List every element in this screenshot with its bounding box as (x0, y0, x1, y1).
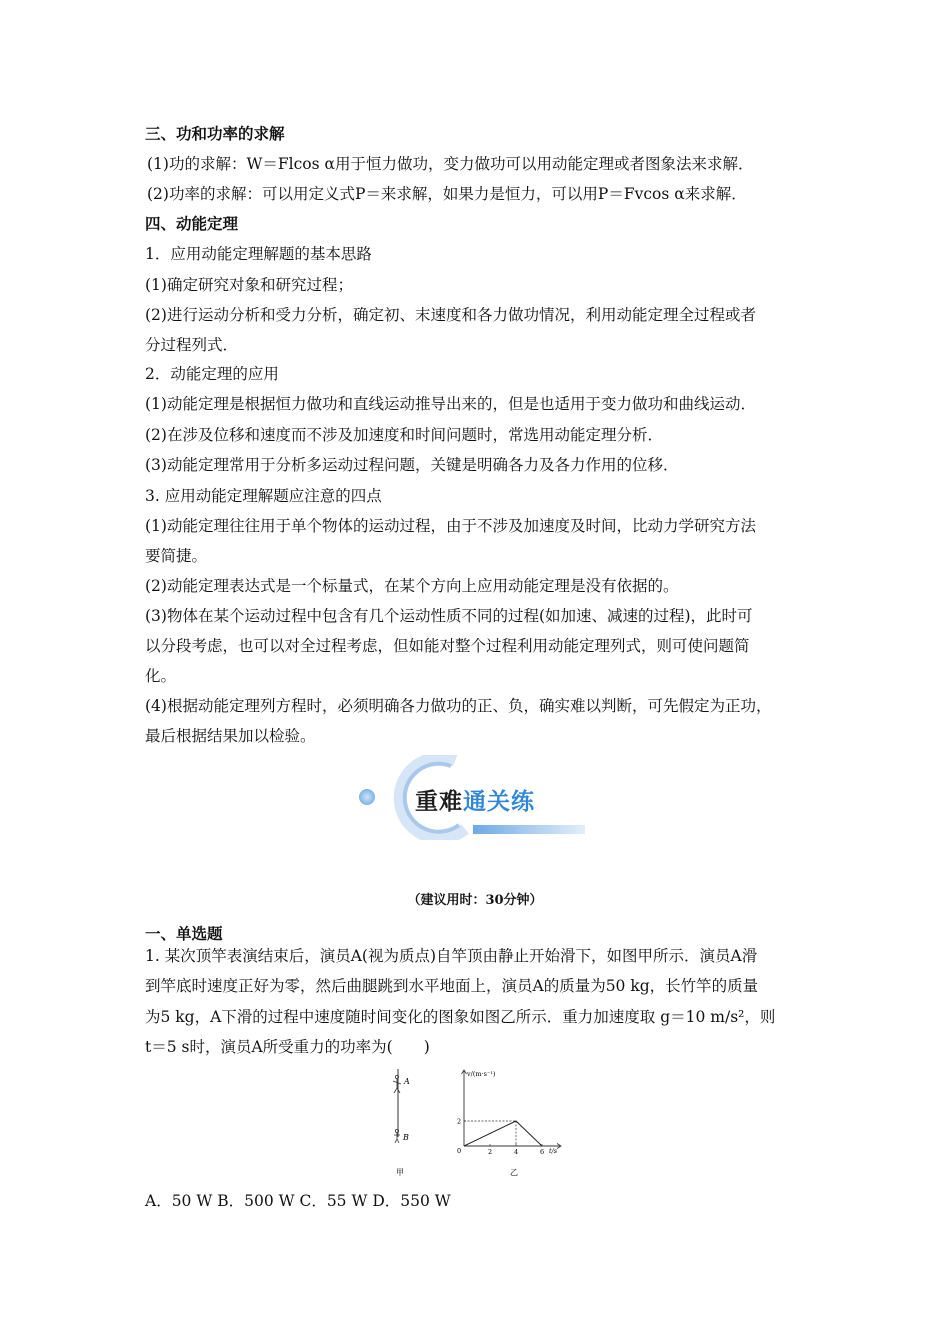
banner-title-dark: 重难 (415, 789, 463, 815)
section4-sub3-title: 3. 应用动能定理解题应注意的四点 (145, 487, 382, 505)
section4-sub3-item4b: 最后根据结果加以检验。 (145, 727, 316, 745)
y-tick-label: 2 (457, 1117, 462, 1126)
section4-sub3-item3a: (3)物体在某个运动过程中包含有几个运动性质不同的过程(如加速、减速的过程)，此时可 (145, 607, 753, 625)
banner-title (415, 783, 535, 816)
section-single-heading: 一、单选题 (145, 924, 223, 943)
time-hint: （建议用时：30分钟） (407, 893, 543, 908)
section3-item2: (2)功率的求解：可以用定义式P＝来求解，如果力是恒力，可以用P＝Fvcos α来求解． (147, 185, 747, 203)
question1-line4: t＝5 s时，演员A所受重力的功率为( ) (145, 1038, 430, 1056)
section4-sub1-item2a: (2)进行运动分析和受力分析，确定初、末速度和各力做功情况，利用动能定理全过程或者 (145, 306, 756, 324)
section4-sub3-item1b: 要简捷。 (145, 547, 208, 565)
vt-graph (457, 1070, 561, 1177)
banner-title-blue: 通关练 (463, 789, 535, 815)
question1-line2: 到竿底时速度正好为零，然后曲腿跳到水平地面上，演员A的质量为50 kg，长竹竿的质量 (145, 977, 759, 995)
question1-figure (380, 1063, 580, 1181)
section4-sub1-title: 1．应用动能定理解题的基本思路 (145, 245, 372, 263)
section4-sub3-item4a: (4)根据动能定理列方程时，必须明确各力做功的正、负，确实难以判断，可先假定为正功， (145, 697, 772, 715)
section3-heading: 三、功和功率的求解 (145, 124, 285, 143)
x-tick-label: 6 (540, 1148, 545, 1156)
section4-sub3-item3b: 以分段考虑，也可以对全过程考虑，但如能对整个过程利用动能定理列式，则可使问题简 (145, 637, 750, 655)
caption-right: 乙 (510, 1168, 518, 1177)
label-a: A (404, 1077, 410, 1086)
question1-line3: 为5 kg，A下滑的过程中速度随时间变化的图象如图乙所示．重力加速度取 g＝10 m/s²，则 (145, 1008, 776, 1026)
series-velocity-line (464, 1121, 542, 1146)
section4-sub2-item3: (3)动能定理常用于分析多运动过程问题，关键是明确各力及各力作用的位移． (145, 456, 679, 474)
section4-heading: 四、动能定理 (145, 214, 239, 233)
section4-sub2-title: 2．动能定理的应用 (145, 365, 279, 383)
caption-left: 甲 (396, 1168, 404, 1177)
section4-sub1-item1: (1)确定研究对象和研究过程； (145, 276, 353, 294)
question1-line1: 1. 某次顶竿表演结束后，演员A(视为质点)自竿顶由静止开始滑下，如图甲所示．演员A滑 (145, 947, 758, 965)
section4-sub3-item3c: 化。 (145, 667, 177, 685)
x-tick-label: 2 (488, 1148, 493, 1156)
question1-choices: A．50 W B．500 W C．55 W D．550 W (145, 1192, 451, 1210)
label-b: B (403, 1133, 409, 1142)
section4-sub3-item1a: (1)动能定理往往用于单个物体的运动过程，由于不涉及加速度及时间，比动力学研究方法 (145, 517, 756, 535)
y-axis-label: v/(m·s⁻¹) (467, 1070, 496, 1078)
banner-bar (473, 825, 585, 834)
x-tick-label: 4 (514, 1148, 519, 1156)
banner-dot-icon (359, 789, 375, 805)
section3-item1: (1)功的求解：W＝Flcos α用于恒力做功，变力做功可以用动能定理或者图象法来求解． (147, 155, 754, 173)
section4-sub2-item1: (1)动能定理是根据恒力做功和直线运动推导出来的，但是也适用于变力做功和曲线运动． (145, 395, 756, 413)
section4-sub1-item2b: 分过程列式． (145, 336, 239, 354)
x-axis-label: t/s (549, 1147, 558, 1155)
origin-label: 0 (457, 1147, 462, 1155)
section4-sub2-item2: (2)在涉及位移和速度而不涉及加速度和时间问题时，常选用动能定理分析． (145, 426, 663, 444)
section4-sub3-item2: (2)动能定理表达式是一个标量式，在某个方向上应用动能定理是没有依据的。 (145, 577, 679, 595)
pole-diagram (393, 1069, 410, 1177)
